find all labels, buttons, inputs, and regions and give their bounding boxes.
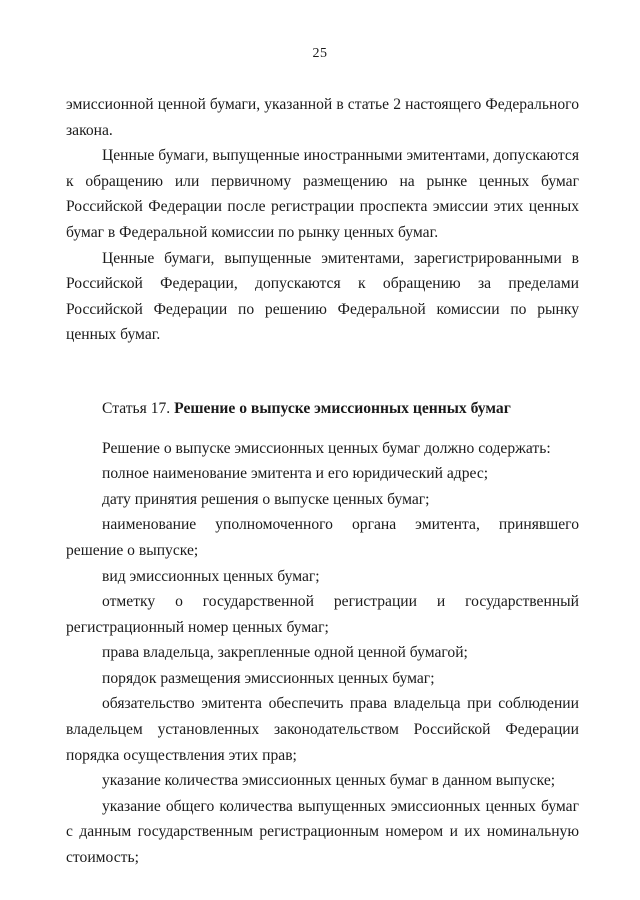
article-item: указание общего количества выпущенных эмиссионных ценных бумаг с данным государственным регистрационным номером и их номинальную стоимость; <box>66 797 579 867</box>
article-label: Статья 17. <box>102 399 171 417</box>
article-item: обязательство эмитента обеспечить права владельца при соблюдении владельцем установленных законодательством Российской Федерации порядка осуществления этих прав; <box>66 695 579 764</box>
paragraph-continuation: эмиссионной ценной бумаги, указанной в статье 2 настоящего Федерального закона. <box>66 96 579 139</box>
article-item: наименование уполномоченного органа эмитента, принявшего решение о выпуске; <box>66 516 579 559</box>
article-item: вид эмиссионных ценных бумаг; <box>102 567 320 585</box>
article-item: порядок размещения эмиссионных ценных бумаг; <box>102 669 435 687</box>
paragraph-domestic-issuers: Ценные бумаги, выпущенные эмитентами, зарегистрированными в Российской Федерации, допускаются к обращению за пределами Российской Федерации по решению Федеральной комиссии по рынку ценных бумаг. <box>66 249 579 344</box>
article-item: дату принятия решения о выпуске ценных бумаг; <box>102 490 430 508</box>
paragraph-foreign-issuers: Ценные бумаги, выпущенные иностранными эмитентами, допускаются к обращению или первичному размещению на рынке ценных бумаг Российской Федерации после регистрации проспекта эмиссии этих ценных бумаг в Федеральной комиссии по рынку ценных бумаг. <box>66 147 579 241</box>
document-body <box>66 92 579 871</box>
article-title: Решение о выпуске эмиссионных ценных бумаг <box>174 399 511 417</box>
article-item: отметку о государственной регистрации и государственный регистрационный номер ценных бумаг; <box>66 593 579 636</box>
article-items <box>66 436 579 871</box>
article-heading <box>66 396 579 422</box>
article-item: полное наименование эмитента и его юридический адрес; <box>102 465 489 483</box>
article-item: права владельца, закрепленные одной ценной бумагой; <box>102 644 468 662</box>
article-item: Решение о выпуске эмиссионных ценных бумаг должно содержать: <box>102 439 551 457</box>
article-item: указание количества эмиссионных ценных бумаг в данном выпуске; <box>102 772 556 790</box>
page-number: 25 <box>312 46 328 61</box>
